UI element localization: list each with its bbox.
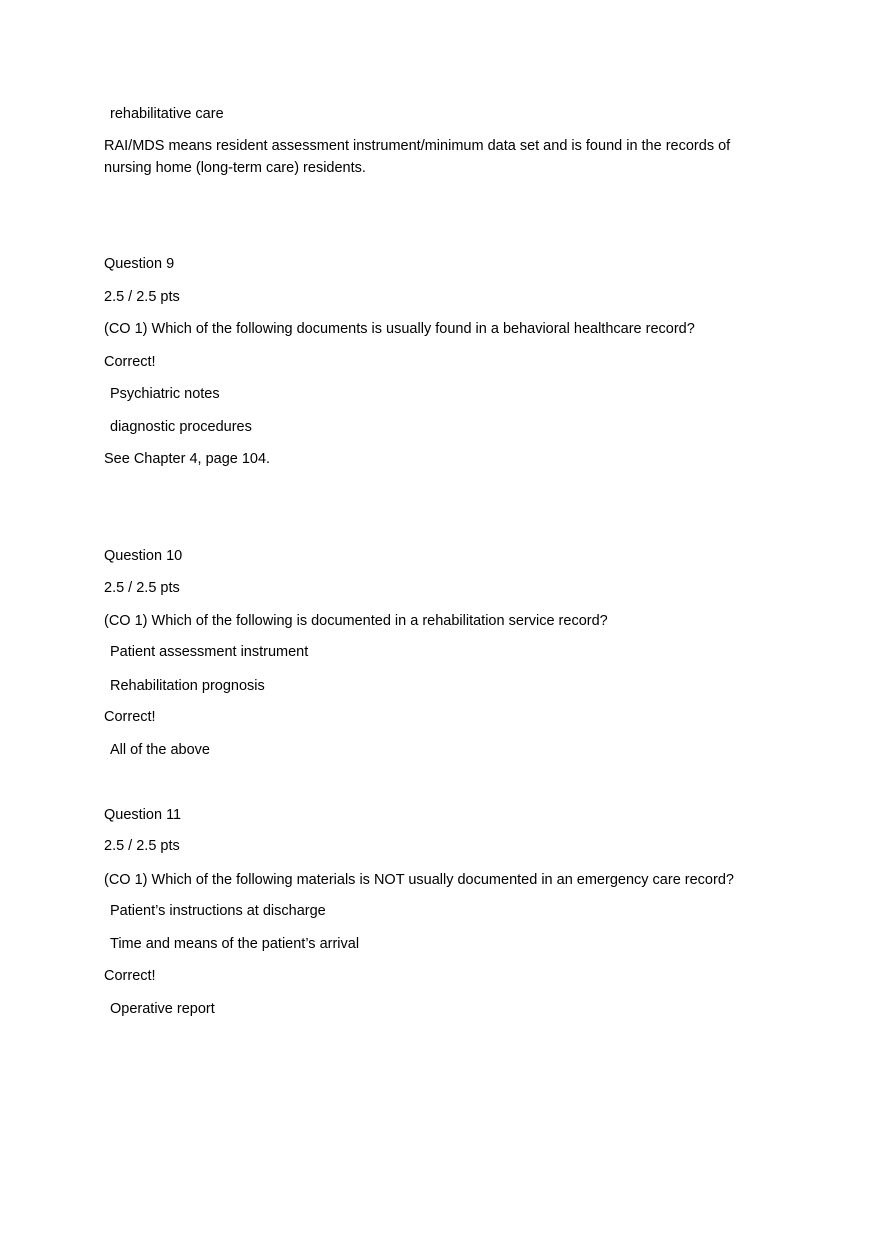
answer-option: Time and means of the patient’s arrival — [110, 936, 360, 952]
answer-option: Psychiatric notes — [110, 386, 220, 402]
answer-option: Operative report — [110, 1001, 215, 1017]
question-title: Question 9 — [104, 256, 175, 272]
answer-option: Patient’s instructions at discharge — [110, 903, 326, 919]
question-points: 2.5 / 2.5 pts — [104, 289, 180, 305]
correct-label: Correct! — [104, 709, 156, 725]
correct-label: Correct! — [104, 354, 156, 370]
answer-option: rehabilitative care — [110, 106, 224, 122]
answer-option: All of the above — [110, 742, 210, 758]
question-title: Question 11 — [104, 807, 182, 823]
answer-option: Patient assessment instrument — [110, 644, 309, 660]
answer-feedback: RAI/MDS means resident assessment instrument/minimum data set and is found in the records of nursing home (long-term care) residents. — [104, 138, 731, 176]
answer-feedback: See Chapter 4, page 104. — [104, 451, 271, 467]
answer-option: Rehabilitation prognosis — [110, 678, 265, 694]
question-prompt: (CO 1) Which of the following materials is NOT usually documented in an emergency care record? — [104, 872, 734, 888]
question-points: 2.5 / 2.5 pts — [104, 838, 180, 854]
question-title: Question 10 — [104, 548, 183, 564]
correct-label: Correct! — [104, 968, 156, 984]
question-prompt: (CO 1) Which of the following documents is usually found in a behavioral healthcare record? — [104, 321, 695, 337]
answer-option: diagnostic procedures — [110, 419, 252, 435]
question-points: 2.5 / 2.5 pts — [104, 580, 180, 596]
question-prompt: (CO 1) Which of the following is documented in a rehabilitation service record? — [104, 613, 608, 629]
